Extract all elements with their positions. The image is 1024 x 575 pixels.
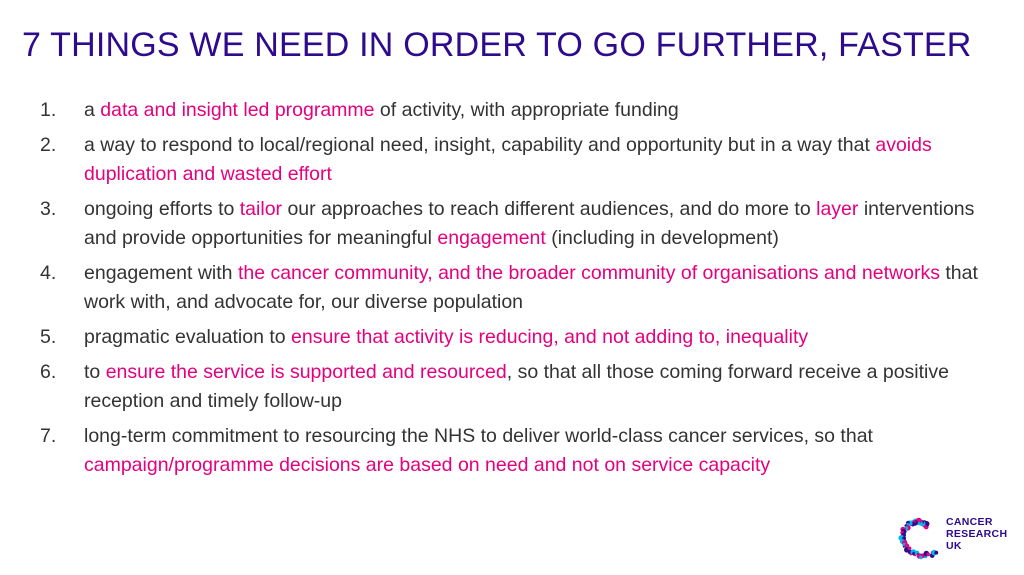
list-item-text [84, 96, 1000, 125]
highlighted-text: ensure that activity is reducing, and not adding to, inequality [291, 326, 809, 348]
list-item-text [84, 323, 1000, 352]
list-item-number: 6. [40, 361, 57, 383]
highlighted-text: avoids duplication and wasted effort [84, 134, 932, 185]
needs-list [40, 96, 1000, 486]
body-text: pragmatic evaluation to [84, 326, 292, 348]
list-item [40, 96, 1000, 125]
logo-dot [934, 551, 938, 555]
body-text: a [84, 99, 101, 121]
list-item-text [84, 259, 1000, 317]
list-item-number: 7. [40, 425, 57, 447]
highlighted-text: engagement [437, 227, 546, 249]
cancer-research-uk-logo [894, 503, 1006, 565]
list-item [40, 422, 1000, 480]
body-text: , so that all those coming forward receive a positive reception and timely follow-up [84, 361, 949, 412]
list-item-text [84, 131, 1000, 189]
body-text: engagement with [84, 262, 238, 284]
list-item-text [84, 358, 1000, 416]
list-item-number: 3. [40, 198, 57, 220]
body-text: that work with, and advocate for, our diverse population [84, 262, 978, 313]
logo-line: CANCER [946, 516, 993, 528]
list-item [40, 131, 1000, 189]
highlighted-text: ensure the service is supported and resourced [105, 361, 507, 383]
logo-wordmark [946, 516, 1007, 552]
list-item-number: 4. [40, 262, 57, 284]
body-text: (including in development) [545, 227, 779, 249]
body-text: long-term commitment to resourcing the NHS to deliver world-class cancer services, so that [84, 425, 873, 447]
list-item [40, 323, 1000, 352]
list-item-number: 1. [40, 99, 57, 121]
highlighted-text: data and insight led programme [100, 99, 375, 121]
body-text: to [84, 361, 106, 383]
list-item-text [84, 195, 1000, 253]
highlighted-text: campaign/programme decisions are based on need and not on service capacity [84, 454, 771, 476]
highlighted-text: the cancer community, and the broader community of organisations and networks [237, 262, 940, 284]
logo-dots-icon [894, 506, 942, 562]
body-text: a way to respond to local/regional need, insight, capability and opportunity but in a way that [84, 134, 876, 156]
body-text: of activity, with appropriate funding [374, 99, 679, 121]
body-text: ongoing efforts to [84, 198, 240, 220]
body-text: our approaches to reach different audiences, and do more to [282, 198, 817, 220]
list-item-number: 5. [40, 326, 57, 348]
list-item-text [84, 422, 1000, 480]
list-item [40, 358, 1000, 416]
list-item [40, 195, 1000, 253]
list-item [40, 259, 1000, 317]
body-text: interventions and provide opportunities for meaningful [84, 198, 975, 249]
logo-line: RESEARCH [946, 528, 1008, 540]
highlighted-text: tailor [239, 198, 283, 220]
highlighted-text: layer [816, 198, 859, 220]
logo-line: UK [946, 540, 962, 552]
page-title: 7 THINGS WE NEED IN ORDER TO GO FURTHER, FASTER [22, 26, 972, 64]
list-item-number: 2. [40, 134, 57, 156]
